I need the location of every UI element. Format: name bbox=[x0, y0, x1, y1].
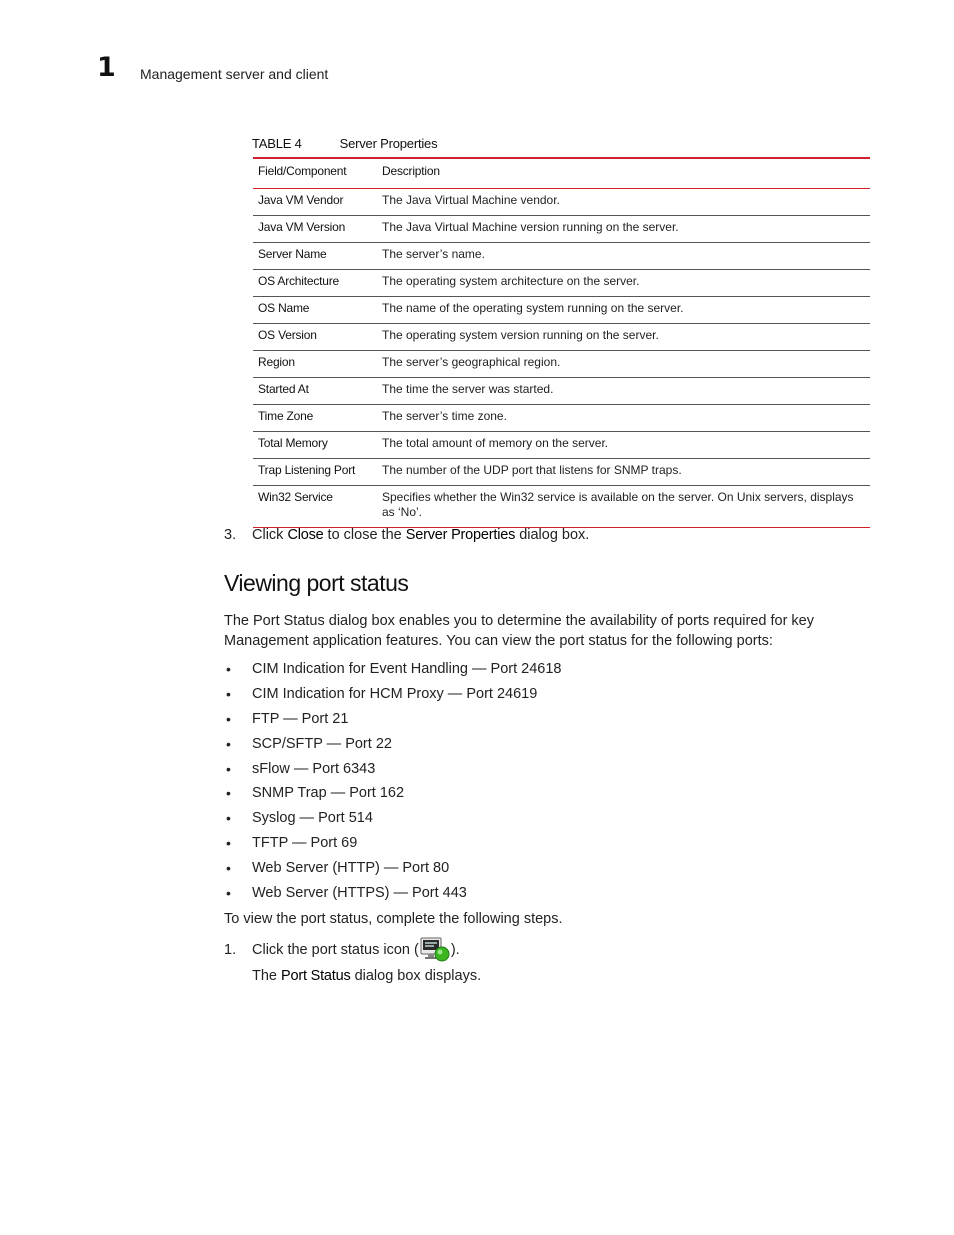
chapter-number: 1 bbox=[97, 52, 116, 83]
field-cell: Trap Listening Port bbox=[258, 463, 356, 477]
port-status-icon[interactable] bbox=[420, 937, 450, 963]
port-entry: Web Server (HTTPS) — Port 443 bbox=[252, 885, 467, 902]
description-cell: The server’s name. bbox=[382, 247, 485, 261]
table-row bbox=[253, 486, 870, 528]
list-item bbox=[224, 709, 562, 734]
result-text: The bbox=[252, 968, 282, 984]
description-cell: The operating system architecture on the server. bbox=[382, 274, 640, 288]
server-properties-table bbox=[253, 157, 870, 528]
step-number: 3. bbox=[224, 527, 237, 543]
result-text: dialog box displays. bbox=[350, 968, 482, 984]
bullet-icon: • bbox=[226, 835, 231, 852]
list-item bbox=[224, 858, 562, 883]
field-cell: OS Version bbox=[258, 328, 317, 342]
table-row bbox=[253, 378, 870, 405]
table-header-row bbox=[253, 158, 870, 189]
step-click-port-icon bbox=[224, 937, 460, 963]
description-cell: The operating system version running on the server. bbox=[382, 328, 659, 342]
port-entry: SCP/SFTP — Port 22 bbox=[252, 735, 392, 752]
field-cell: Java VM Version bbox=[258, 220, 346, 234]
port-status-reference: Port Status bbox=[281, 968, 351, 984]
bullet-icon: • bbox=[226, 785, 231, 802]
chapter-title: Management server and client bbox=[140, 66, 329, 82]
table-row bbox=[253, 324, 870, 351]
port-entry: TFTP — Port 69 bbox=[252, 835, 358, 852]
table-row bbox=[253, 459, 870, 486]
description-cell: The time the server was started. bbox=[382, 382, 554, 396]
field-cell: Time Zone bbox=[258, 409, 314, 423]
table-row bbox=[253, 270, 870, 297]
column-header-field: Field/Component bbox=[258, 164, 347, 178]
table-row bbox=[253, 351, 870, 378]
bullet-icon: • bbox=[226, 885, 231, 902]
description-cell: Specifies whether the Win32 service is available on the server. On Unix servers, displays as ‘No’. bbox=[382, 490, 854, 519]
field-cell: OS Name bbox=[258, 301, 310, 315]
port-entry: SNMP Trap — Port 162 bbox=[252, 785, 405, 802]
port-entry: sFlow — Port 6343 bbox=[252, 760, 376, 777]
bullet-icon: • bbox=[226, 760, 231, 777]
server-properties-reference: Server Properties bbox=[405, 527, 516, 543]
bullet-icon: • bbox=[226, 810, 231, 827]
port-entry: CIM Indication for Event Handling — Port 24618 bbox=[252, 661, 562, 677]
step-text: dialog box. bbox=[515, 527, 590, 543]
description-cell: The server’s geographical region. bbox=[382, 355, 561, 369]
table-row bbox=[253, 189, 870, 216]
table-caption bbox=[252, 136, 437, 151]
bullet-icon: • bbox=[226, 685, 231, 702]
section-heading: Viewing port status bbox=[224, 570, 409, 596]
description-cell: The Java Virtual Machine vendor. bbox=[382, 193, 560, 207]
column-header-description: Description bbox=[382, 164, 440, 178]
description-cell: The server’s time zone. bbox=[382, 409, 507, 423]
list-item bbox=[224, 783, 562, 808]
list-item bbox=[224, 833, 562, 858]
step-number: 1. bbox=[224, 942, 237, 958]
table-row bbox=[253, 297, 870, 324]
port-entry: Web Server (HTTP) — Port 80 bbox=[252, 860, 450, 877]
description-cell: The total amount of memory on the server. bbox=[382, 436, 609, 450]
list-item bbox=[224, 734, 562, 759]
close-button-reference: Close bbox=[287, 527, 324, 543]
table-row bbox=[253, 405, 870, 432]
table-caption-title: Server Properties bbox=[339, 136, 438, 151]
description-cell: The number of the UDP port that listens for SNMP traps. bbox=[382, 463, 682, 477]
steps-intro: To view the port status, complete the following steps. bbox=[224, 911, 563, 927]
step-text: to close the bbox=[323, 527, 406, 543]
port-entry: Syslog — Port 514 bbox=[252, 810, 373, 827]
table-row bbox=[253, 216, 870, 243]
section-intro: The Port Status dialog box enables you to determine the availability of ports required for key Management application features. You can view the port status for the following ports: bbox=[224, 613, 814, 649]
field-cell: Total Memory bbox=[258, 436, 328, 450]
field-cell: Region bbox=[258, 355, 295, 369]
step-result bbox=[252, 968, 481, 984]
list-item bbox=[224, 883, 562, 908]
list-item bbox=[224, 759, 562, 784]
step-text: Click bbox=[252, 527, 288, 543]
field-cell: Started At bbox=[258, 382, 309, 396]
table-row bbox=[253, 432, 870, 459]
field-cell: Server Name bbox=[258, 247, 327, 261]
description-cell: The Java Virtual Machine version running on the server. bbox=[382, 220, 679, 234]
description-cell: The name of the operating system running on the server. bbox=[382, 301, 684, 315]
table-caption-label: TABLE 4 bbox=[252, 136, 302, 151]
bullet-icon: • bbox=[226, 860, 231, 877]
list-item bbox=[224, 684, 562, 709]
field-cell: OS Architecture bbox=[258, 274, 340, 288]
port-list bbox=[224, 659, 562, 908]
step-text: ). bbox=[450, 942, 460, 958]
port-entry: CIM Indication for HCM Proxy — Port 24619 bbox=[252, 685, 538, 702]
field-cell: Java VM Vendor bbox=[258, 193, 344, 207]
port-entry: FTP — Port 21 bbox=[252, 710, 349, 727]
list-item bbox=[224, 808, 562, 833]
list-item bbox=[224, 659, 562, 684]
table-row bbox=[253, 243, 870, 270]
step-text: Click the port status icon ( bbox=[252, 942, 419, 958]
bullet-icon: • bbox=[226, 735, 231, 752]
field-cell: Win32 Service bbox=[258, 490, 333, 504]
bullet-icon: • bbox=[226, 710, 231, 727]
bullet-icon: • bbox=[226, 661, 231, 677]
step-close-dialog bbox=[224, 527, 589, 543]
